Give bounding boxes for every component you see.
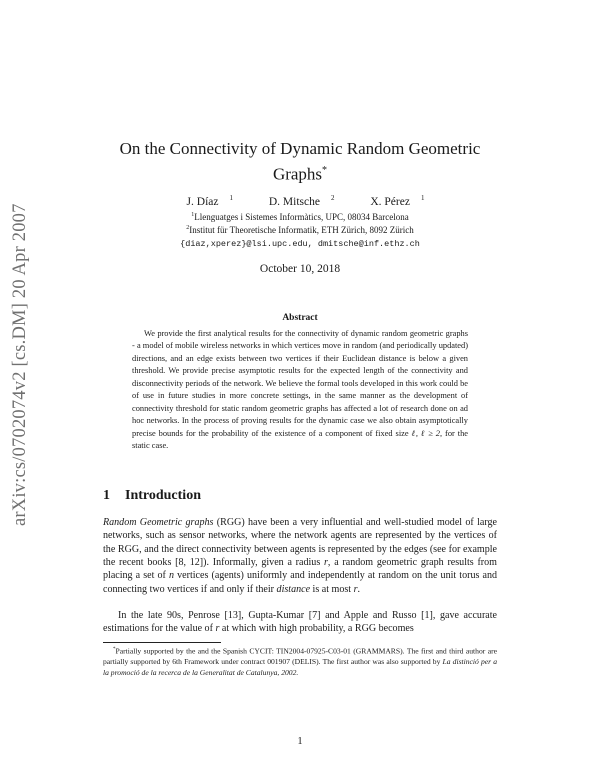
author-emails: {diaz,xperez}@lsi.upc.edu, dmitsche@inf.ethz.ch [180,239,420,249]
author: D. Mitsche $^2$ [268,194,335,208]
page-number: 1 [297,736,303,747]
term-rgg: Random Geometric graphs [103,517,214,528]
intro-paragraph-1: Random Geometric graphs (RGG) have been a very influential and well-studied model of large networks, such as sensor networks, where the network agents are represented by the vertices of the RGG, and the direct connectivity between agents is represented by the edges (see for example the recent books [8, 12]). Informally, given a radius r, a random geometric graph results from placing a set of n vertices (agents) uniformly and independently at random on the unit torus and connecting two vertices if and only if their distance is at most r. [103,517,498,595]
arxiv-identifier: arXiv:cs/0702074v2 [cs.DM] 20 Apr 2007 [10,203,30,527]
paper-title [100,138,500,186]
author-list [0,194,600,208]
footnote: *Partially supported by the and the Spanish CYCIT: TIN2004-07925-C03-01 (GRAMMARS). The first and third author are partially supported by 6th Framework under contract 001907 (DELIS). The first author was also supported by La distinció per a la promoció de la recerca de la Generalitat de Catalunya, 2002. [103,646,497,677]
term-distance: distance [276,583,311,595]
author: J. Díaz $^1$ [186,194,233,208]
author: X. Pérez $^1$ [370,194,425,208]
title-footnote-mark: * [322,165,328,176]
title-text: On the Connectivity of Dynamic Random Geometric Graphs [119,139,481,184]
section-heading: 1 Introduction [103,488,201,503]
affiliation: $^2$Institut für Theoretische Informatik, ETH Zürich, 8092 Zürich [186,225,414,235]
abstract-body: We provide the first analytical results for the connectivity of dynamic random geometric graphs - a model of mobile wireless networks in which vertices move in random (and periodically updated) directions, and an edge exists between two vertices if their Euclidean distance is below a given threshold. We provide precise asymptotic results for the expected length of the connectivity and disconnectivity periods of the network. We believe the formal tools developed in this work could be of use in future studies in more concrete settings, in the same manner as the development of connectivity threshold for static random geometric graphs has affected a lot of research done on ad hoc networks. In the process of proving results for the dynamic case we also obtain asymptotically precise bounds for the probability of the existence of a component of fixed size ℓ, ℓ ≥ 2, for the static case. [132,329,468,451]
abstract-heading: Abstract [282,313,318,323]
abstract-math: ℓ, ℓ ≥ 2 [411,428,440,438]
footnote-rule [103,642,221,643]
intro-paragraph-2: In the late 90s, Penrose [13], Gupta-Kumar [7] and Apple and Russo [1], gave accurate estimations for the value of r at which with high probability, a RGG becomes [103,610,497,635]
paper-date: October 10, 2018 [259,263,341,275]
affiliation: $^1$Llenguatges i Sistemes Informàtics, UPC, 08034 Barcelona [191,212,409,222]
